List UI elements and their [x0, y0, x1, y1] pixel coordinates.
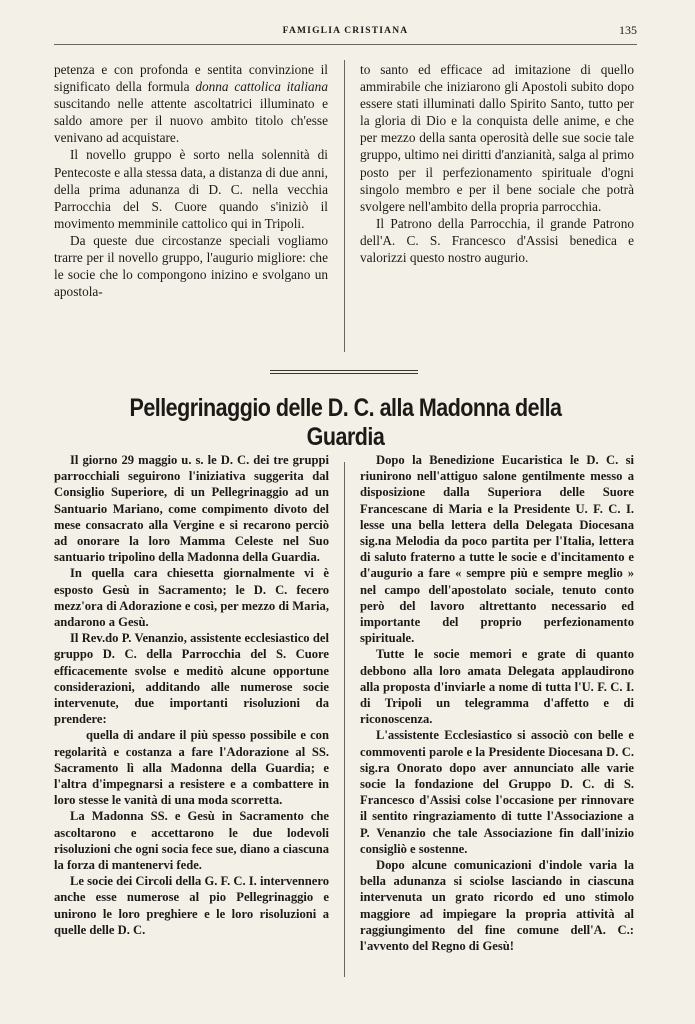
journal-title: FAMIGLIA CRISTIANA — [282, 26, 409, 36]
paragraph: L'assistente Ecclesiastico si associò con belle e commoventi parole e la Presidente Diocesana D. C. sig.ra Onorato dopo aver annunciato alle varie socie la fondazione del Gruppo D. C. di S. Francesco d'Assisi colse l'occasione per rinnovare il sentito ringraziamento di tutte l'Associazione a P. Venanzio che tale Associazione fin dall'inizio consigliò e sostenne. — [360, 728, 634, 856]
column-divider — [344, 60, 345, 352]
column-divider — [344, 462, 345, 977]
paragraph — [54, 61, 328, 146]
paragraph: Il giorno 29 maggio u. s. le D. C. dei tre gruppi parrocchiali seguirono l'iniziativa suggerita dal Consiglio Superiore, di un Pellegrinaggio ad un Santuario Mariano, come compimento divoto del mese consacrato alla Vergine e si recarono perciò ad onorare la loro Mamma Celeste nel Suo santuario tripolino della Madonna della Guardia. — [54, 453, 329, 565]
paragraph: Il novello gruppo è sorto nella solennità di Pentecoste e alla stessa data, a distanza di due anni, della prima adunanza di D. C. nella vecchia Parrocchia del S. Cuore quando s'iniziò il movimento memminile cattolico qui in Tripoli. — [54, 147, 328, 231]
paragraph-text: petenza e con profonda e sentita convinzione il significato della formula — [54, 62, 328, 95]
previous-article-right-column — [360, 61, 634, 266]
article-right-column — [360, 452, 634, 954]
paragraph: Il Rev.do P. Venanzio, assistente ecclesiastico del gruppo D. C. della Parrocchia del S. Cuore efficacemente svolse e meditò alcune opportune considerazioni, additando alle numerose socie intervenute, due importanti risoluzioni da prendere: — [54, 631, 329, 727]
paragraph: Le socie dei Circoli della G. F. C. I. intervennero anche esse numerose al pio Pellegrinaggio e unirono le loro preghiere e le loro risoluzioni a quelle delle D. C. — [54, 874, 329, 937]
article-left-column — [54, 452, 329, 938]
page-number: 135 — [619, 23, 637, 37]
section-rule — [270, 373, 418, 374]
paragraph: Dopo alcune comunicazioni d'indole varia la bella adunanza si sciolse lasciando in ciascuna intervenuta un grato ricordo ed uno stimolo maggiore ad impiegare la propria attività al raggiungimento del fine comune dell'A. C.: l'avvento del Regno di Gesù! — [360, 858, 634, 954]
previous-article-left-column — [54, 61, 328, 300]
paragraph: to santo ed efficace ad imitazione di quello ammirabile che iniziarono gli Apostoli subito dopo essere stati illuminati dallo Spirito Santo, tutto per la gloria di Dio e la conquista delle anime, e che per mezzo della santa operosità delle sue socie tale gruppo, ultimo nei diritti d'anzianità, salga al primo posto per il perfezionamento spirituale d'ogni singolo membro e per il bene sociale che potrà svolgere nell'ambito della propria parrocchia. — [360, 62, 634, 214]
paragraph: Dopo la Benedizione Eucaristica le D. C. si riunirono nell'attiguo salone gentilmente messo a disposizione dalla Superiora delle Suore Francescane di Maria e la Presidente U. F. C. I. lesse una bella lettera della Delegata Diocesana sig.na Melodia da poco partita per l'Italia, lettera di saluto fraterno a tutte le socie e d'incitamento e d'augurio a fare « sempre più e sempre meglio » nel campo dell'apostolato sociale, tenuto conto però del lavoro altrettanto necessario ed importante del proprio perfezionamento spirituale. — [360, 453, 634, 646]
running-header — [54, 22, 637, 45]
article-title: Pellegrinaggio delle D. C. alla Madonna della Guardia — [129, 394, 562, 451]
paragraph: Il Patrono della Parrocchia, il grande Patrono dell'A. C. S. Francesco d'Assisi benedica e valorizzi questo nostro augurio. — [360, 215, 634, 266]
paragraph: In quella cara chiesetta giornalmente vi è esposto Gesù in Sacramento; le D. C. fecero mezz'ora di Adorazione e così, per mezzo di Maria, andarono a Gesù. — [54, 566, 329, 630]
paragraph-text: suscitando nelle attente ascoltatrici illuminato e saldo amore per il nuovo ambito titolo ch'esse venivano ad acquistare. — [54, 96, 328, 146]
paragraph: quella di andare il più spesso possibile e con regolarità e costanza a fare l'Adorazione al SS. Sacramento lì alla Madonna della Guardia; e l'altra d'impegnarsi a resistere e a combattere in loro stesse le vanità di una moda scorretta. — [54, 728, 329, 808]
paragraph: La Madonna SS. e Gesù in Sacramento che ascoltarono e accettarono le due lodevoli risoluzioni che ogni socia fece sue, diano a ciascuna la forza di mantenervi fede. — [54, 809, 329, 873]
paragraph: Tutte le socie memori e grate di quanto debbono alla loro amata Delegata applaudirono alla proposta d'inviarle a nome di tutta l'U. F. C. I. di Tripoli un telegramma d'affetto e di riconoscenza. — [360, 647, 634, 727]
italic-phrase: donna cattolica italiana — [195, 79, 328, 95]
section-rule — [270, 370, 418, 371]
paragraph: Da queste due circostanze speciali vogliamo trarre per il novello gruppo, l'augurio migliore: che le socie che lo compongono inizino e svolgano un apostola- — [54, 232, 328, 300]
